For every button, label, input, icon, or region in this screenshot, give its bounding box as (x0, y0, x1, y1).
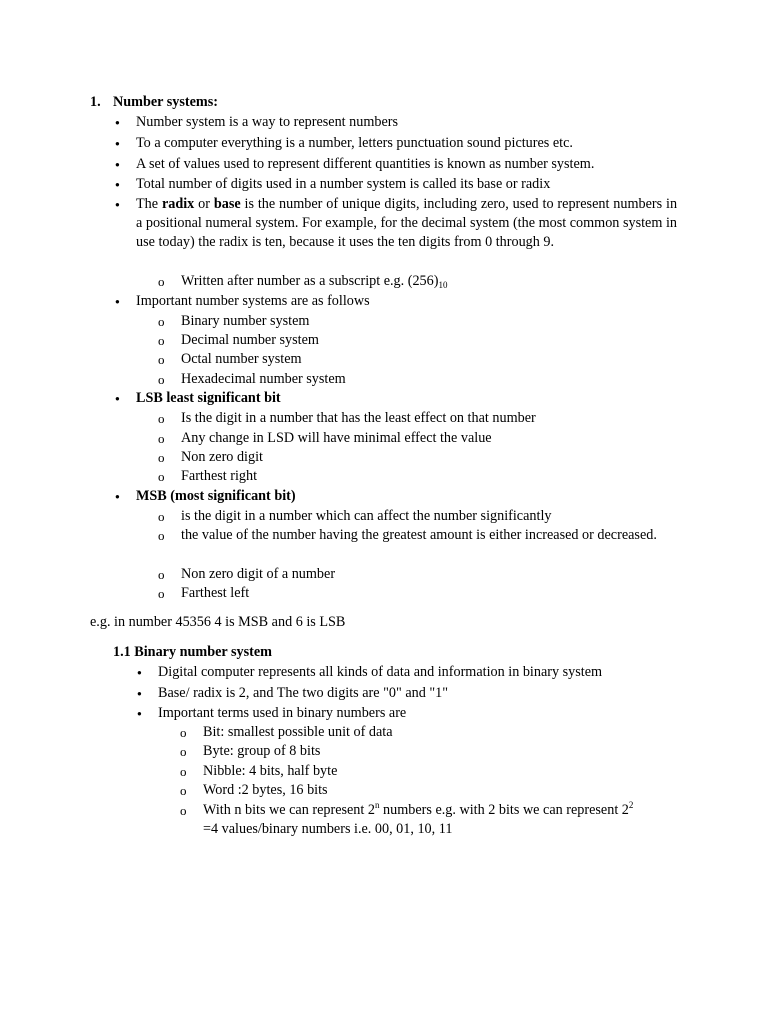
bullet-icon (137, 663, 142, 682)
bullet-icon (115, 487, 120, 506)
sub-bullet-icon: o (180, 725, 187, 740)
list-item: Digital computer represents all kinds of data and information in binary system (158, 664, 603, 680)
bullet-icon (115, 389, 120, 408)
sub-bullet-icon: o (158, 469, 165, 484)
list-item: Any change in LSD will have minimal effect the value (181, 430, 492, 446)
sub-bullet-icon: o (158, 450, 165, 465)
sub-bullet-icon: o (180, 744, 187, 759)
bullet-icon (115, 175, 120, 194)
lsb-heading: LSB least significant bit (136, 390, 281, 406)
list-item: is the digit in a number which can affect the number significantly (181, 508, 552, 524)
list-item: Important number systems are as follows (136, 293, 370, 309)
sub-bullet-icon: o (180, 803, 187, 818)
sub-bullet-icon: o (158, 509, 165, 524)
example-line: e.g. in number 45356 4 is MSB and 6 is LSB (90, 614, 346, 630)
bullet-icon (115, 155, 120, 174)
sub-bullet-icon: o (158, 314, 165, 329)
sub-bullet-icon: o (158, 567, 165, 582)
list-item: Word :2 bytes, 16 bits (203, 782, 328, 798)
bullet-icon (115, 292, 120, 311)
bullet-icon (137, 684, 142, 703)
section-number: 1. (90, 94, 101, 110)
bullet-icon (137, 704, 142, 723)
msb-heading: MSB (most significant bit) (136, 488, 296, 504)
radix-paragraph: The radix or base is the number of unique digits, including zero, used to represent numbers in a positional numeral system. For example, for the decimal system (the most common system in use today) the radix is ten, because it uses the ten digits from 0 through 9. (136, 196, 678, 250)
sub-bullet-icon: o (180, 783, 187, 798)
section-title: Number systems: (113, 94, 218, 110)
list-item: Bit: smallest possible unit of data (203, 724, 393, 740)
list-item: With n bits we can represent 2$^n$ numbers e.g. with 2 bits we can represent $2^2$ =4 values/binary numbers i.e. 00, 01, 10, 11 (203, 800, 634, 837)
sub-bullet-icon: o (158, 586, 165, 601)
sub-bullet-icon: o (158, 333, 165, 348)
list-item: Binary number system (181, 313, 310, 329)
bullet-icon (115, 195, 120, 214)
list-item: Non zero digit (181, 449, 263, 465)
list-item: Base/ radix is 2, and The two digits are "0" and "1" (158, 685, 449, 701)
list-item: Number system is a way to represent numbers (136, 114, 399, 130)
list-item: Important terms used in binary numbers are (158, 705, 407, 721)
list-item: To a computer everything is a number, letters punctuation sound pictures etc. (136, 135, 573, 151)
list-item: Is the digit in a number that has the least effect on that number (181, 410, 536, 426)
list-item: Octal number system (181, 351, 302, 367)
sub-bullet-icon: o (158, 372, 165, 387)
sub-bullet-icon: o (158, 274, 165, 289)
list-item: Byte: group of 8 bits (203, 743, 321, 759)
list-item: Farthest left (181, 585, 250, 601)
list-item: Written after number as a subscript e.g. $(256)_{10}$ (181, 273, 448, 290)
subsection-title: 1.1 Binary number system (113, 644, 272, 660)
list-item: A set of values used to represent different quantities is known as number system. (136, 156, 595, 172)
sub-bullet-icon: o (180, 764, 187, 779)
list-item: Nibble: 4 bits, half byte (203, 763, 338, 779)
sub-bullet-icon: o (158, 411, 165, 426)
list-item: Farthest right (181, 468, 258, 484)
list-item: Decimal number system (181, 332, 319, 348)
sub-bullet-icon: o (158, 352, 165, 367)
bullet-icon (115, 113, 120, 132)
list-item: Non zero digit of a number (181, 566, 336, 582)
bullet-icon (115, 134, 120, 153)
list-item: the value of the number having the greatest amount is either increased or decreased. (181, 527, 657, 543)
list-item: Hexadecimal number system (181, 371, 346, 387)
list-item: Total number of digits used in a number system is called its base or radix (136, 176, 551, 192)
sub-bullet-icon: o (158, 431, 165, 446)
sub-bullet-icon: o (158, 528, 165, 543)
